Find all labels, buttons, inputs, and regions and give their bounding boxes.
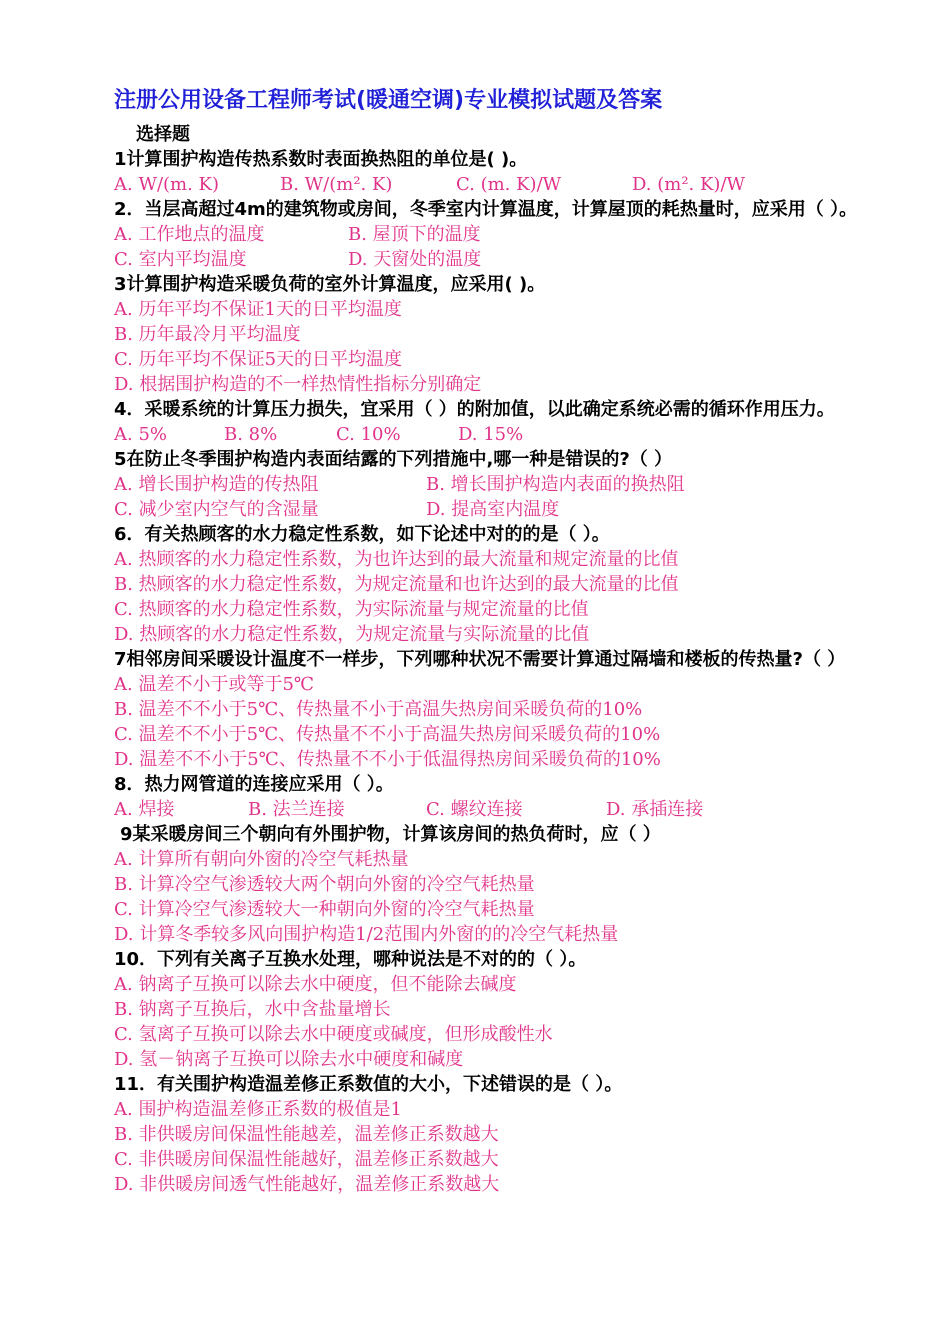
option-a: A. 焊接	[114, 799, 175, 820]
question-10: 10．下列有关离子互换水处理，哪种说法是不对的的（ ）。	[114, 949, 587, 970]
option-b: B. 法兰连接	[248, 799, 345, 820]
option-d: D. 提高室内温度	[426, 499, 560, 520]
question-4-options	[114, 422, 904, 447]
option-a: A. 钠离子互换可以除去水中硬度，但不能除去碱度	[114, 974, 517, 995]
option-b: B. 钠离子互换后，水中含盐量增长	[114, 999, 391, 1020]
option-c: C. 10%	[336, 424, 401, 445]
question-2: 2．当层高超过4m的建筑物或房间，冬季室内计算温度，计算屋顶的耗热量时，应采用（ ）。	[114, 199, 858, 220]
option-d: D. 承插连接	[606, 799, 704, 820]
question-4: 4．采暖系统的计算压力损失，宜采用（ ）的附加值，以此确定系统必需的循环作用压力。	[114, 399, 835, 420]
option-d: D. 氢－钠离子互换可以除去水中硬度和碱度	[114, 1049, 464, 1070]
option-a: A. 计算所有朝向外窗的冷空气耗热量	[114, 849, 409, 870]
option-a: A. 历年平均不保证1天的日平均温度	[114, 299, 402, 320]
question-1-options	[114, 172, 904, 197]
option-c: C. 室内平均温度	[114, 249, 247, 270]
question-6: 6．有关热顾客的水力稳定性系数，如下论述中对的的是（ ）。	[114, 524, 610, 545]
question-2-options-row2	[114, 247, 904, 272]
option-b: B. 温差不不小于5℃、传热量不小于高温失热房间采暖负荷的10%	[114, 699, 643, 720]
option-c: C. 热顾客的水力稳定性系数，为实际流量与规定流量的比值	[114, 599, 589, 620]
question-11: 11．有关围护构造温差修正系数值的大小，下述错误的是（ ）。	[114, 1074, 623, 1095]
option-b: B. 8%	[224, 424, 278, 445]
section-heading: 选择题	[136, 124, 190, 145]
option-b: B. 增长围护构造内表面的换热阻	[426, 474, 685, 495]
option-b: B. 历年最冷月平均温度	[114, 324, 301, 345]
option-d: D. 天窗处的温度	[348, 249, 482, 270]
question-9: 9某采暖房间三个朝向有外围护物，计算该房间的热负荷时，应（ ）	[120, 824, 661, 845]
option-c: C. 历年平均不保证5天的日平均温度	[114, 349, 403, 370]
option-a: A. 围护构造温差修正系数的极值是1	[114, 1099, 402, 1120]
option-c: C. (m. K)/W	[456, 174, 562, 195]
question-3: 3计算围护构造采暖负荷的室外计算温度，应采用( )。	[114, 274, 546, 295]
option-b: B. 屋顶下的温度	[348, 224, 481, 245]
option-b: B. W/(m². K)	[280, 174, 393, 195]
document-page	[114, 84, 904, 1197]
option-d: D. 热顾客的水力稳定性系数，为规定流量与实际流量的比值	[114, 624, 590, 645]
document-title: 注册公用设备工程师考试(暖通空调)专业模拟试题及答案	[114, 88, 663, 113]
question-2-options-row1	[114, 222, 904, 247]
option-d: D. 根据围护构造的不一样热情性指标分别确定	[114, 374, 482, 395]
option-c: C. 氢离子互换可以除去水中硬度或碱度，但形成酸性水	[114, 1024, 553, 1045]
option-c: C. 温差不不小于5℃、传热量不不小于高温失热房间采暖负荷的10%	[114, 724, 661, 745]
option-d: D. 15%	[458, 424, 524, 445]
option-a: A. 工作地点的温度	[114, 224, 265, 245]
option-a: A. 热顾客的水力稳定性系数，为也许达到的最大流量和规定流量的比值	[114, 549, 679, 570]
option-c: C. 减少室内空气的含湿量	[114, 499, 319, 520]
question-5: 5在防止冬季围护构造内表面结露的下列措施中,哪一种是错误的?（ ）	[114, 449, 673, 470]
question-5-options-row2	[114, 497, 904, 522]
option-c: C. 计算冷空气渗透较大一种朝向外窗的冷空气耗热量	[114, 899, 535, 920]
option-a: A. 增长围护构造的传热阻	[114, 474, 319, 495]
option-c: C. 螺纹连接	[426, 799, 523, 820]
question-8-options	[114, 797, 904, 822]
option-d: D. 温差不不小于5℃、传热量不不小于低温得热房间采暖负荷的10%	[114, 749, 661, 770]
option-a: A. W/(m. K)	[114, 174, 220, 195]
question-8: 8．热力网管道的连接应采用（ ）。	[114, 774, 394, 795]
option-c: C. 非供暖房间保温性能越好，温差修正系数越大	[114, 1149, 499, 1170]
question-1: 1计算围护构造传热系数时表面换热阻的单位是( )。	[114, 149, 528, 170]
option-b: B. 计算冷空气渗透较大两个朝向外窗的冷空气耗热量	[114, 874, 535, 895]
option-a: A. 温差不小于或等于5℃	[114, 674, 315, 695]
option-b: B. 热顾客的水力稳定性系数，为规定流量和也许达到的最大流量的比值	[114, 574, 679, 595]
question-7: 7相邻房间采暖设计温度不一样步，下列哪种状况不需要计算通过隔墙和楼板的传热量?（ ）	[114, 649, 846, 670]
option-d: D. (m². K)/W	[632, 174, 746, 195]
option-d: D. 计算冬季较多风向围护构造1/2范围内外窗的的冷空气耗热量	[114, 924, 619, 945]
question-5-options-row1	[114, 472, 904, 497]
option-b: B. 非供暖房间保温性能越差，温差修正系数越大	[114, 1124, 499, 1145]
option-a: A. 5%	[114, 424, 167, 445]
option-d: D. 非供暖房间透气性能越好，温差修正系数越大	[114, 1174, 500, 1195]
